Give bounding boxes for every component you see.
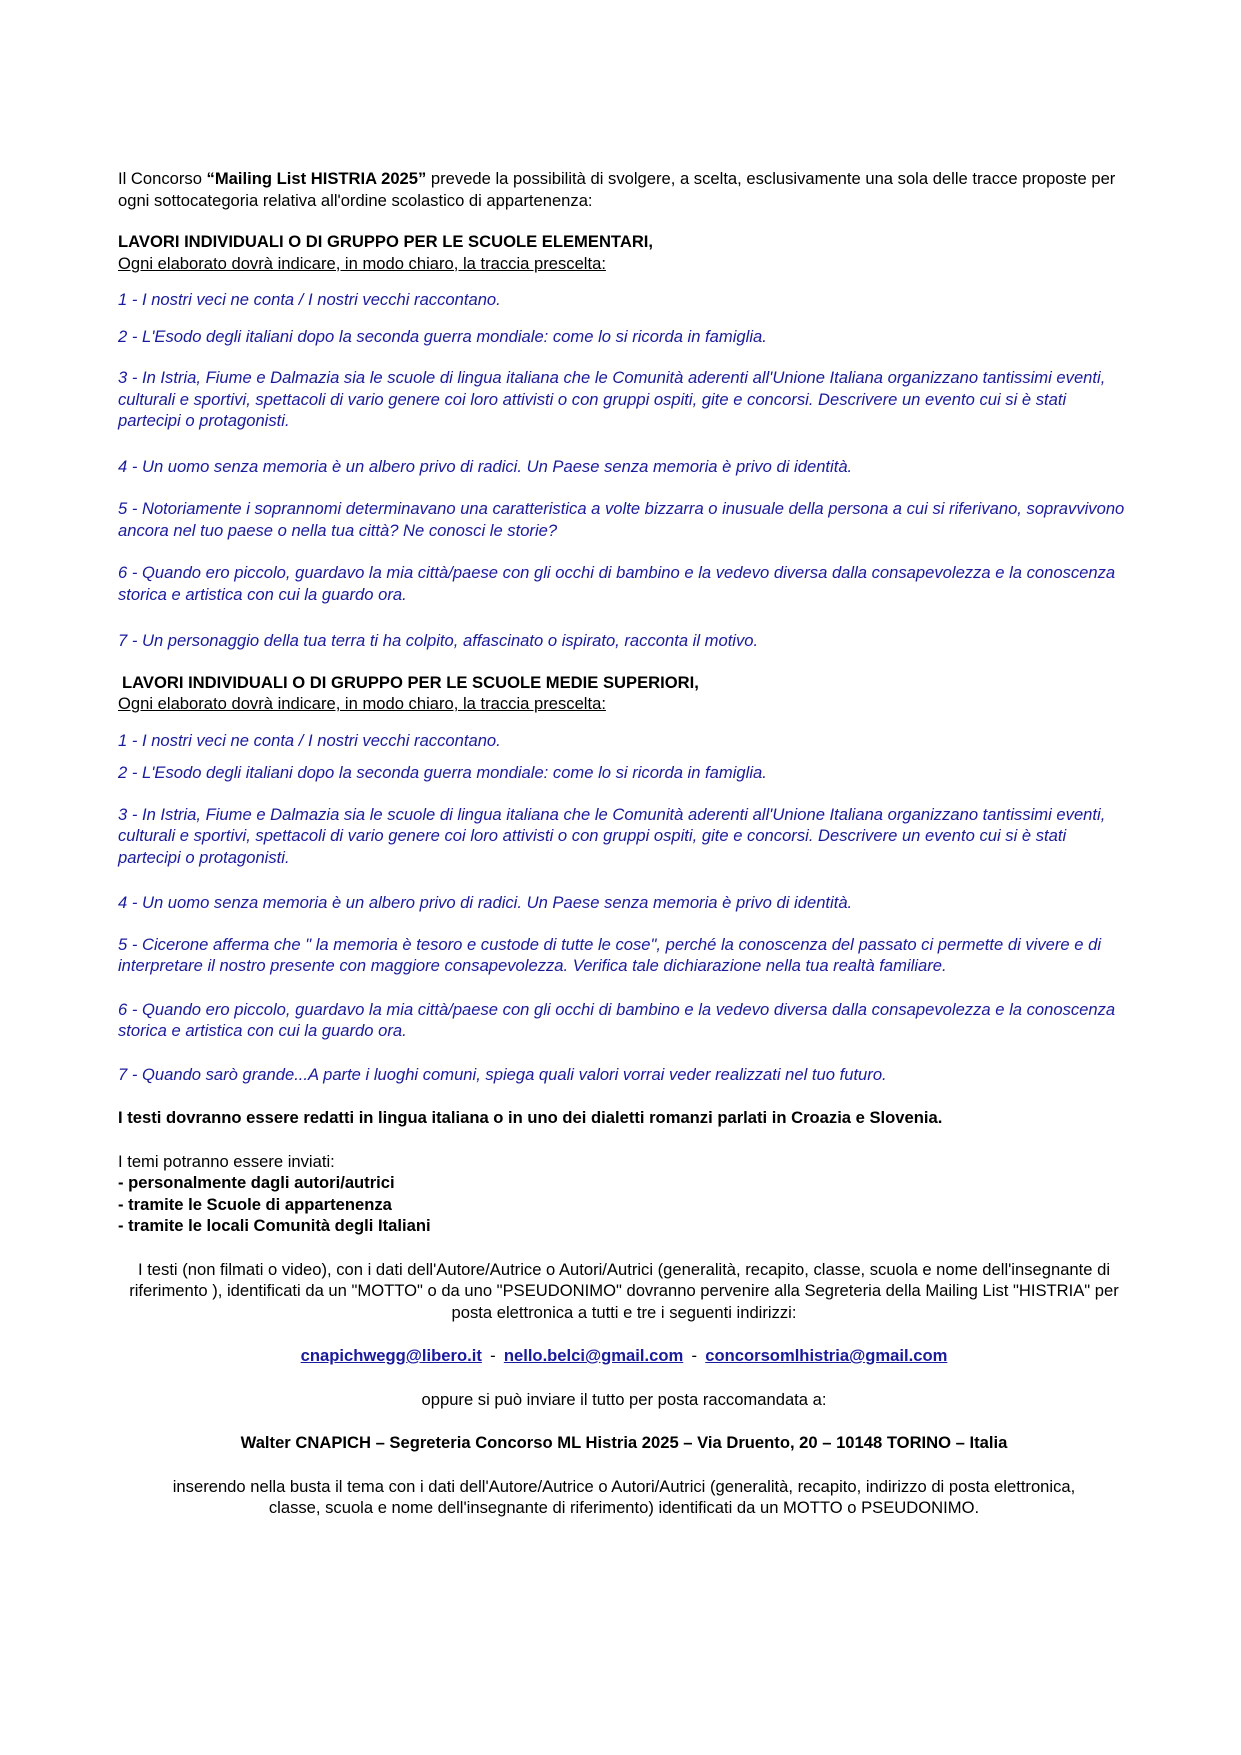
superiori-item-7: 7 - Quando sarò grande...A parte i luoghi comuni, spiega quali valori vorrai veder realizzati nel tuo futuro. <box>118 1064 887 1084</box>
superiori-item-3: 3 - In Istria, Fiume e Dalmazia sia le scuole di lingua italiana che le Comunità aderenti all'Unione Italiana organizzano tantissimi eventi, culturali e sportivi, spettacoli di vario genere coi loro attivisti o con gruppi ospiti, gite e concorsi. Descrivere un evento cui si è stati partecipi o protagonisti. <box>118 804 1106 867</box>
elementari-item-2: 2 - L'Esodo degli italiani dopo la seconda guerra mondiale: come lo si ricorda in famiglia. <box>118 326 767 346</box>
elementari-item-3: 3 - In Istria, Fiume e Dalmazia sia le scuole di lingua italiana che le Comunità aderenti all'Unione Italiana organizzano tantissimi eventi, culturali e sportivi, spettacoli di vario genere coi loro attivisti o con gruppi ospiti, gite e concorsi. Descrivere un evento cui si è stati partecipi o protagonisti. <box>118 368 1106 430</box>
superiori-item-1: 1 - I nostri veci ne conta / I nostri vecchi raccontano. <box>118 730 501 750</box>
postal-alternative: oppure si può inviare il tutto per posta raccomandata a: <box>421 1389 827 1409</box>
email-link-concorso[interactable]: concorsomlhistria@gmail.com <box>705 1346 948 1365</box>
section-superiori-heading: LAVORI INDIVIDUALI O DI GRUPPO PER LE SCUOLE MEDIE SUPERIORI, <box>122 672 699 692</box>
superiori-item-4: 4 - Un uomo senza memoria è un albero privo di radici. Un Paese senza memoria è privo di identità. <box>118 893 853 912</box>
intro-prefix: Il Concorso <box>118 169 207 188</box>
intro-suffix: prevede la possibilità di svolgere, a scelta, esclusivamente una sola delle tracce proposte per ogni sottocategoria relativa all'ordine scolastico di appartenenza: <box>118 169 1116 210</box>
delivery-paragraph: I testi (non filmati o video), con i dati dell'Autore/Autrice o Autori/Autrici (generalità, recapito, classe, scuola e nome dell'insegnante di riferimento ), identificati da un "MOTTO" o da uno "PSEUDONIMO" dovranno pervenire alla Segreteria della Mailing List "HISTRIA" per posta elettronica a tutti e tre i seguenti indirizzi: <box>129 1259 1119 1322</box>
submission-intro: I temi potranno essere inviati: <box>118 1151 335 1171</box>
submission-option-2: - tramite le Scuole di appartenenza <box>118 1194 392 1214</box>
elementari-item-1: 1 - I nostri veci ne conta / I nostri vecchi raccontano. <box>118 290 501 309</box>
email-link-belci[interactable]: nello.belci@gmail.com <box>503 1346 684 1365</box>
submission-option-3: - tramite le locali Comunità degli Italiani <box>118 1216 431 1235</box>
section-superiori-note: Ogni elaborato dovrà indicare, in modo chiaro, la traccia prescelta: <box>118 694 606 713</box>
closing-paragraph: inserendo nella busta il tema con i dati dell'Autore/Autrice o Autori/Autrici (generalità, recapito, indirizzo di posta elettronica, classe, scuola e nome dell'insegnante di riferimento) identificati da un MOTTO o PSEUDONIMO. <box>172 1476 1076 1517</box>
email-line <box>118 1345 1130 1367</box>
submission-option-1: - personalmente dagli autori/autrici <box>118 1173 395 1192</box>
email-link-cnapich[interactable]: cnapichwegg@libero.it <box>300 1346 482 1365</box>
elementari-item-6: 6 - Quando ero piccolo, guardavo la mia città/paese con gli occhi di bambino e la vedevo diversa dalla consapevolezza e la conoscenza storica e artistica con cui la guardo ora. <box>118 563 1116 604</box>
contest-name: “Mailing List HISTRIA 2025” <box>206 169 427 188</box>
email-separator: - <box>490 1346 496 1365</box>
postal-address: Walter CNAPICH – Segreteria Concorso ML Histria 2025 – Via Druento, 20 – 10148 TORINO – Italia <box>240 1433 1008 1452</box>
elementari-item-7: 7 - Un personaggio della tua terra ti ha colpito, affascinato o ispirato, racconta il motivo. <box>118 631 759 650</box>
email-separator: - <box>691 1346 698 1365</box>
superiori-item-5: 5 - Cicerone afferma che " la memoria è tesoro e custode di tutte le cose", perché la conoscenza del passato ci permette di vivere e di interpretare il nostro presente con maggiore consapevolezza. Verifica tale dichiarazione nella tua realtà familiare. <box>118 934 1102 975</box>
language-rule: I testi dovranno essere redatti in lingua italiana o in uno dei dialetti romanzi parlati in Croazia e Slovenia. <box>118 1108 943 1127</box>
elementari-item-4: 4 - Un uomo senza memoria è un albero privo di radici. Un Paese senza memoria è privo di identità. <box>118 456 853 476</box>
elementari-item-5: 5 - Notoriamente i soprannomi determinavano una caratteristica a volte bizzarra o inusuale della persona a cui si riferivano, sopravvivono ancora nel tuo paese o nella tua città? Ne conosci le storie? <box>118 499 1125 540</box>
document-page <box>118 168 1130 1519</box>
superiori-item-6: 6 - Quando ero piccolo, guardavo la mia città/paese con gli occhi di bambino e la vedevo diversa dalla consapevolezza e la conoscenza storica e artistica con cui la guardo ora. <box>118 999 1116 1040</box>
section-elementari-note: Ogni elaborato dovrà indicare, in modo chiaro, la traccia prescelta: <box>118 253 606 273</box>
section-elementari-heading: LAVORI INDIVIDUALI O DI GRUPPO PER LE SCUOLE ELEMENTARI, <box>118 232 654 251</box>
intro-paragraph <box>118 168 1130 211</box>
superiori-item-2: 2 - L'Esodo degli italiani dopo la seconda guerra mondiale: come lo si ricorda in famiglia. <box>118 763 767 782</box>
